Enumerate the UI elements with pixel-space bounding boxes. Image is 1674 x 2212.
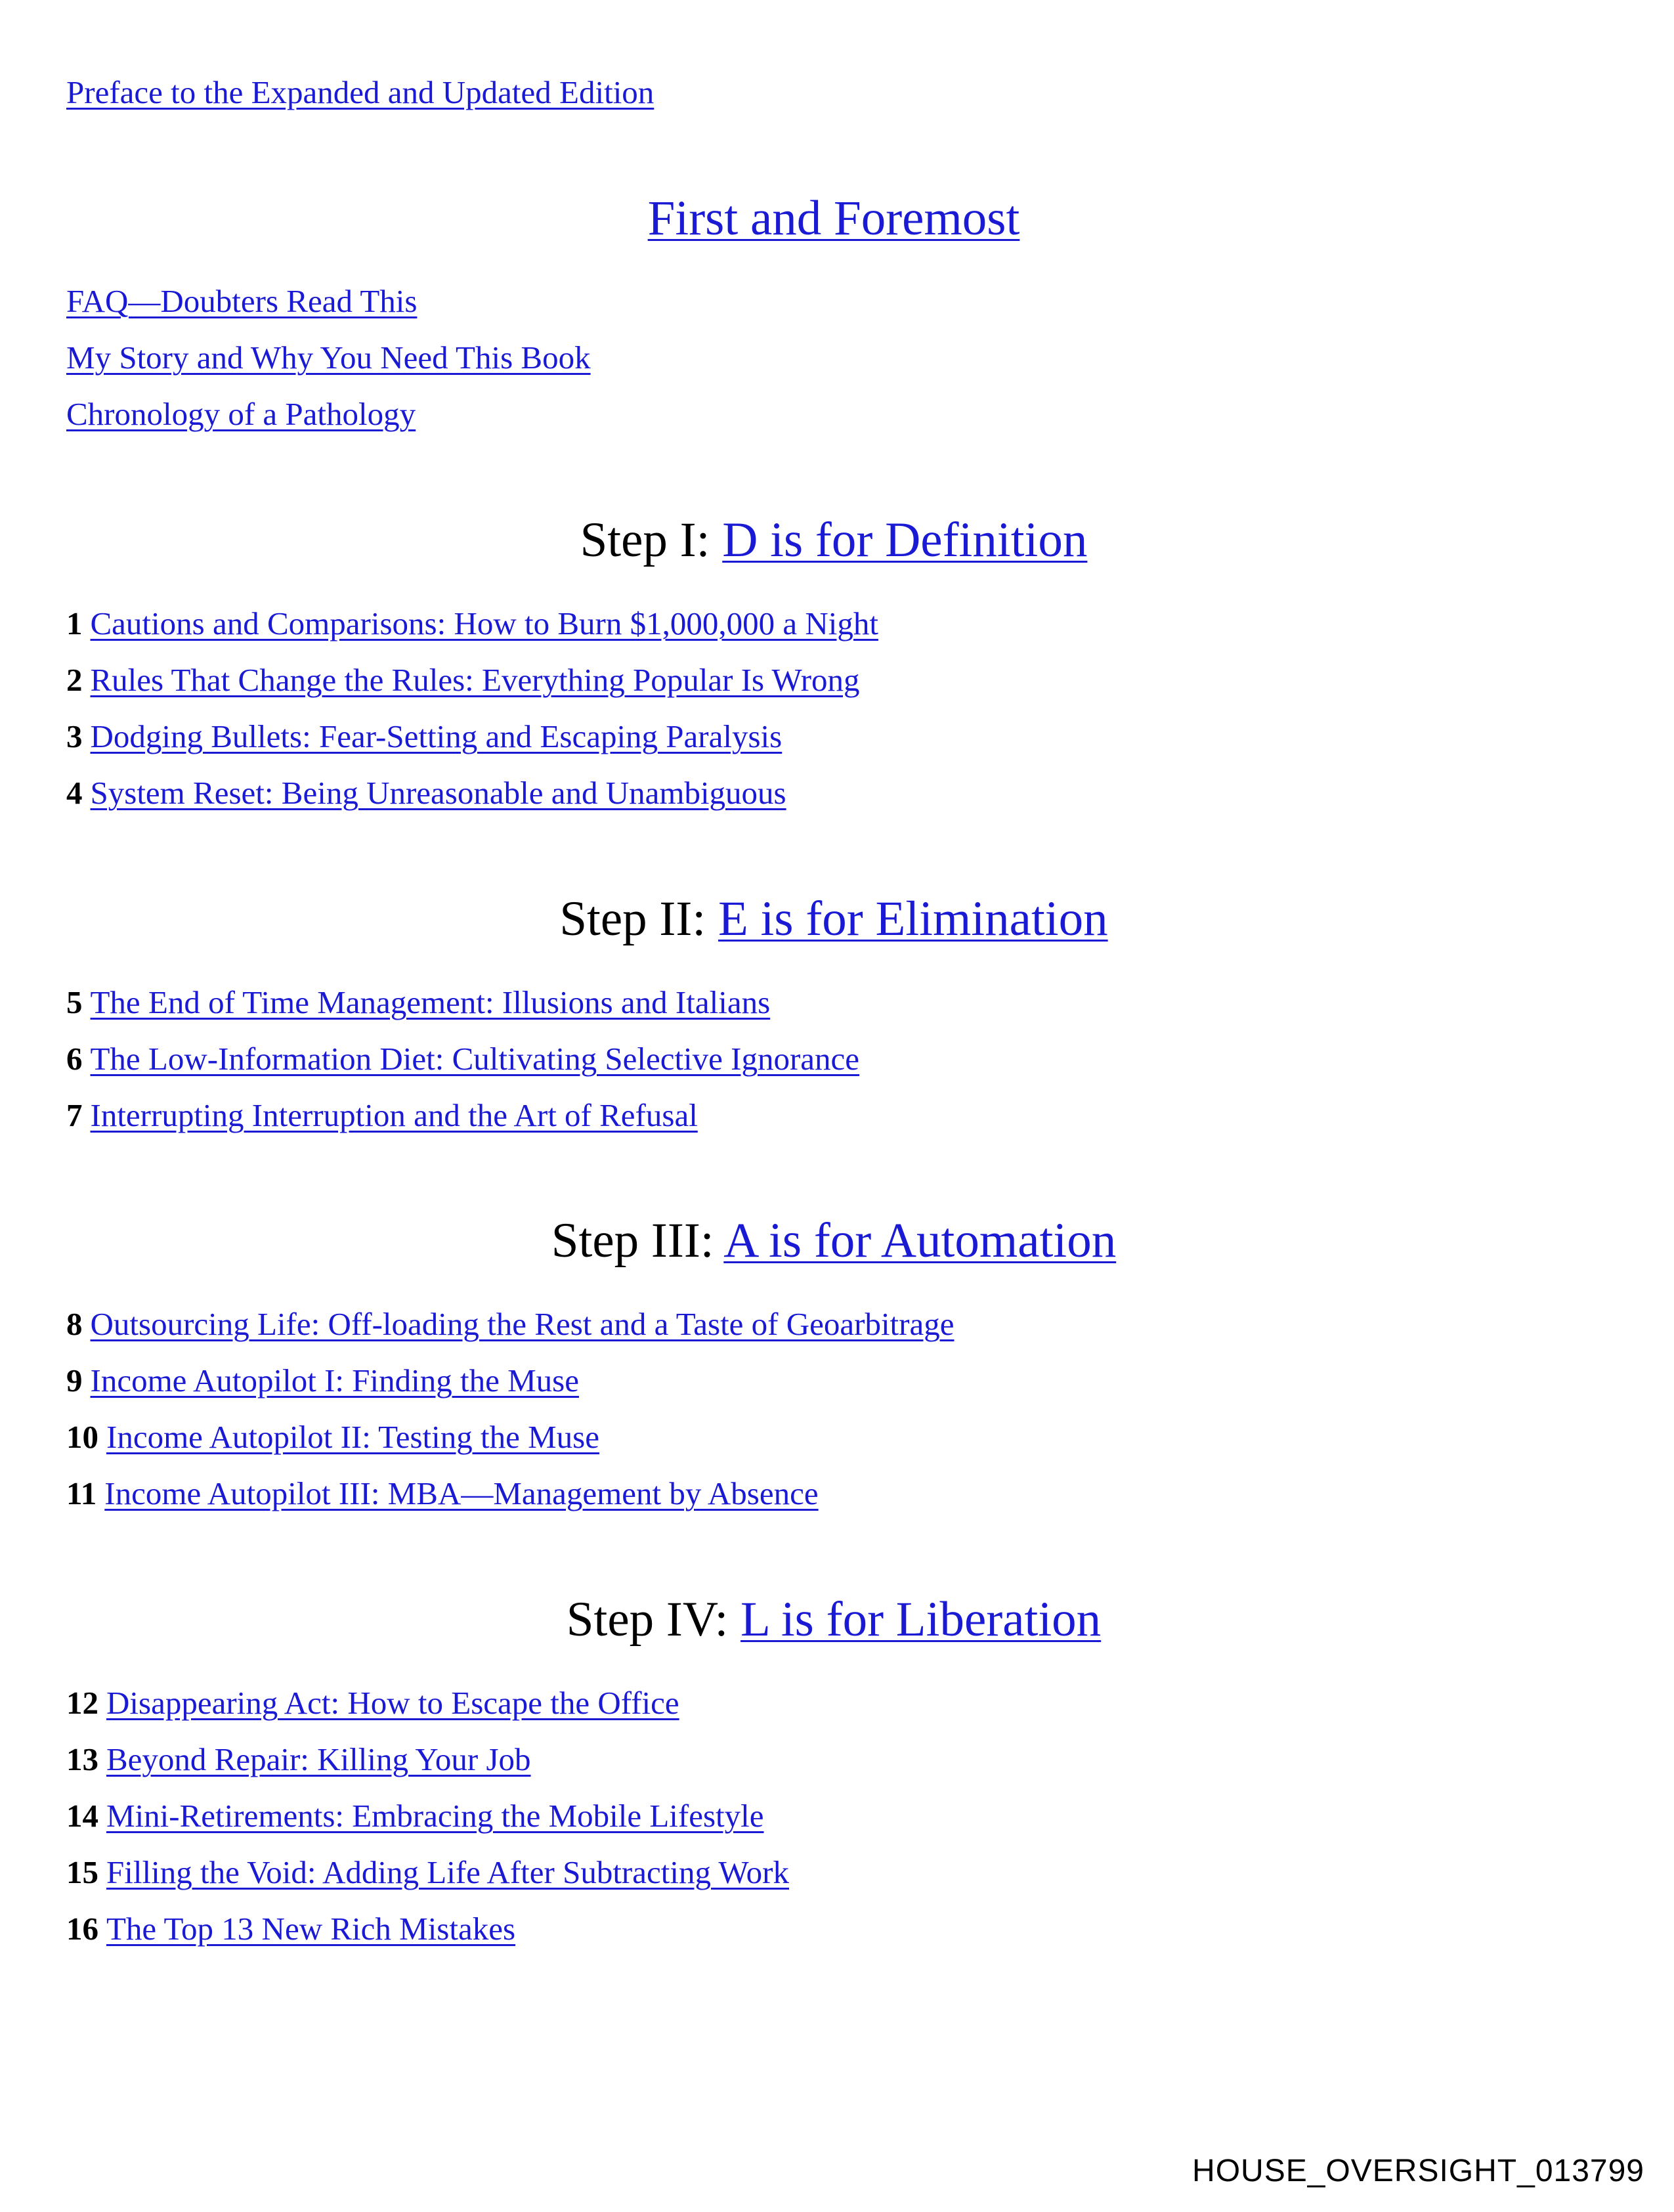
- chapter-link[interactable]: Cautions and Comparisons: How to Burn $1,000,000 a Night: [90, 605, 878, 641]
- chapter-number: 5: [66, 984, 83, 1020]
- document-id: HOUSE_OVERSIGHT_013799: [1192, 2154, 1644, 2188]
- step-4-label: Step IV:: [566, 1592, 729, 1647]
- step-3-label: Step III:: [551, 1213, 714, 1268]
- chapter-link[interactable]: Beyond Repair: Killing Your Job: [106, 1741, 531, 1777]
- chapter-number: 8: [66, 1306, 83, 1342]
- chapter-row: [66, 983, 770, 1022]
- chapter-number: 2: [66, 662, 83, 698]
- step-4-title-link[interactable]: L is for Liberation: [740, 1592, 1102, 1647]
- chapter-row: [66, 1853, 789, 1892]
- chronology-link[interactable]: Chronology of a Pathology: [66, 396, 416, 432]
- chapter-row: [66, 604, 878, 643]
- chapter-link[interactable]: The Low-Information Diet: Cultivating Selective Ignorance: [90, 1041, 860, 1077]
- step-1-heading: [0, 511, 1667, 570]
- preface-line: [66, 73, 654, 112]
- step-1-title-link[interactable]: D is for Definition: [722, 513, 1088, 567]
- first-section-item: [66, 395, 416, 434]
- chapter-link[interactable]: Income Autopilot I: Finding the Muse: [90, 1362, 579, 1399]
- chapter-row: [66, 1474, 819, 1513]
- chapter-link[interactable]: Disappearing Act: How to Escape the Office: [106, 1685, 679, 1721]
- chapter-number: 13: [66, 1741, 98, 1777]
- chapter-row: [66, 717, 782, 756]
- chapter-link[interactable]: Income Autopilot III: MBA—Management by Absence: [104, 1475, 819, 1511]
- chapter-row: [66, 1039, 859, 1079]
- chapter-number: 3: [66, 718, 83, 754]
- chapter-link[interactable]: The Top 13 New Rich Mistakes: [106, 1911, 516, 1947]
- chapter-row: [66, 1740, 531, 1779]
- chapter-number: 1: [66, 605, 83, 641]
- step-3-heading: [0, 1211, 1667, 1270]
- chapter-link[interactable]: Mini-Retirements: Embracing the Mobile Lifestyle: [106, 1798, 764, 1834]
- chapter-row: [66, 1418, 599, 1457]
- chapter-link[interactable]: Dodging Bullets: Fear-Setting and Escaping Paralysis: [90, 718, 783, 754]
- chapter-number: 4: [66, 775, 83, 811]
- step-2-label: Step II:: [559, 892, 706, 946]
- chapter-row: [66, 1796, 764, 1836]
- chapter-row: [66, 1909, 515, 1949]
- chapter-number: 6: [66, 1041, 83, 1077]
- chapter-number: 10: [66, 1419, 98, 1455]
- chapter-row: [66, 773, 786, 813]
- step-2-heading: [0, 890, 1667, 949]
- chapter-row: [66, 1096, 698, 1135]
- chapter-number: 15: [66, 1854, 98, 1890]
- chapter-number: 7: [66, 1097, 83, 1133]
- step-2-title-link[interactable]: E is for Elimination: [718, 892, 1108, 946]
- chapter-number: 9: [66, 1362, 83, 1399]
- step-1-label: Step I:: [580, 513, 710, 567]
- chapter-row: [66, 1361, 579, 1400]
- first-section-item: [66, 282, 417, 321]
- chapter-row: [66, 1305, 955, 1344]
- chapter-number: 14: [66, 1798, 98, 1834]
- chapter-link[interactable]: Rules That Change the Rules: Everything Popular Is Wrong: [90, 662, 860, 698]
- chapter-link[interactable]: The End of Time Management: Illusions and Italians: [90, 984, 771, 1020]
- chapter-number: 16: [66, 1911, 98, 1947]
- preface-link[interactable]: Preface to the Expanded and Updated Edition: [66, 74, 655, 110]
- first-section-heading-link[interactable]: First and Foremost: [647, 191, 1020, 246]
- faq-link[interactable]: FAQ—Doubters Read This: [66, 283, 418, 319]
- step-4-heading: [0, 1590, 1667, 1649]
- chapter-row: [66, 661, 860, 700]
- my-story-link[interactable]: My Story and Why You Need This Book: [66, 339, 591, 376]
- first-section-heading: [0, 189, 1667, 248]
- chapter-link[interactable]: Filling the Void: Adding Life After Subtracting Work: [106, 1854, 789, 1890]
- first-section-item: [66, 338, 591, 378]
- chapter-number: 12: [66, 1685, 98, 1721]
- step-3-title-link[interactable]: A is for Automation: [723, 1213, 1117, 1268]
- chapter-link[interactable]: Outsourcing Life: Off-loading the Rest and a Taste of Geoarbitrage: [90, 1306, 955, 1342]
- chapter-row: [66, 1683, 679, 1723]
- chapter-number: 11: [66, 1475, 97, 1511]
- chapter-link[interactable]: System Reset: Being Unreasonable and Unambiguous: [90, 775, 786, 811]
- chapter-link[interactable]: Interrupting Interruption and the Art of Refusal: [90, 1097, 698, 1133]
- chapter-link[interactable]: Income Autopilot II: Testing the Muse: [106, 1419, 599, 1455]
